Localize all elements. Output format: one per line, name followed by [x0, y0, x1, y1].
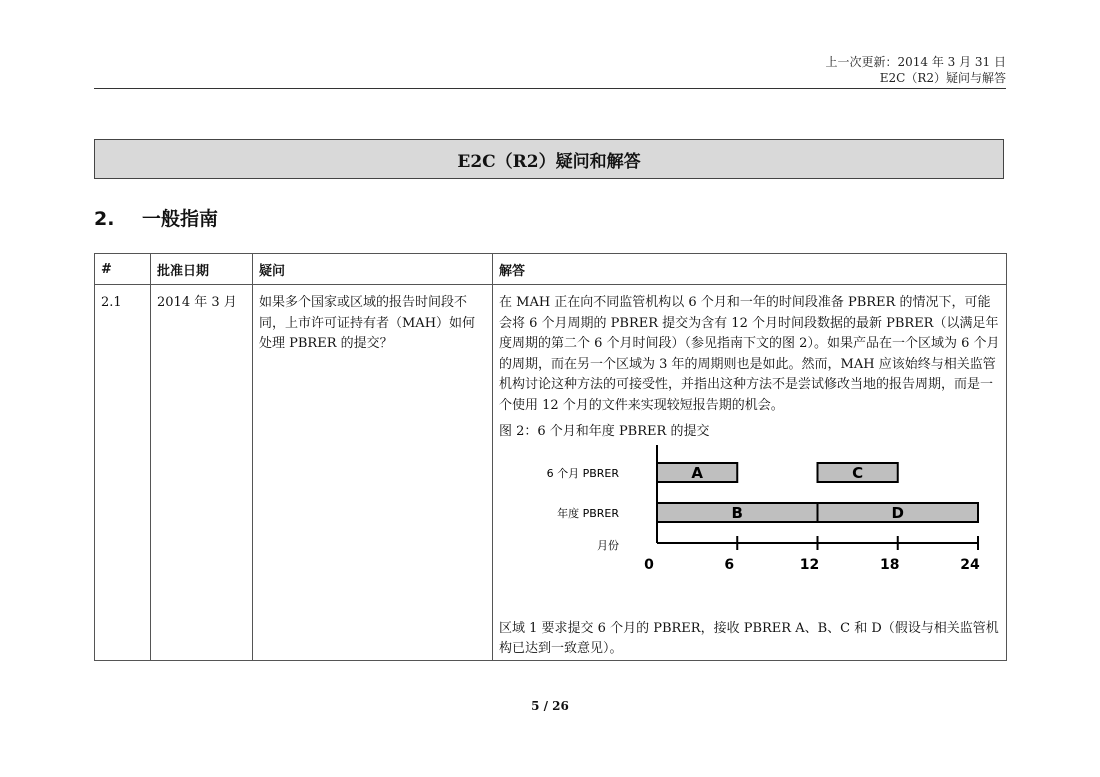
section-title: 一般指南 [142, 208, 219, 230]
document-title: E2C（R2）疑问和解答 [457, 151, 641, 172]
x-tick-label: 12 [799, 556, 820, 573]
bar-label-c: C [852, 463, 864, 482]
qa-table [94, 253, 1007, 661]
table-row [95, 285, 1007, 661]
figure-caption: 图 2：6 个月和年度 PBRER 的提交 [499, 424, 710, 439]
header-doc-title: E2C（R2）疑问与解答 [879, 71, 1006, 85]
row-number: 2.1 [95, 285, 151, 661]
column-header-approval-date: 批准日期 [151, 254, 253, 285]
last-updated-text: 上一次更新：2014 年 3 月 31 日 [825, 55, 1006, 69]
column-header-number: # [95, 254, 151, 285]
column-header-question: 疑问 [253, 254, 493, 285]
column-header-answer: 解答 [493, 254, 1007, 285]
page-number: 5 / 26 [531, 699, 569, 713]
category-label: 6 个月 PBRER [546, 466, 619, 480]
x-axis-label: 月份 [597, 538, 619, 552]
section-heading [94, 204, 218, 231]
answer-text: 在 MAH 正在向不同监管机构以 6 个月和一年的时间段准备 PBRER 的情况下，可能会将 6 个月周期的 PBRER 提交为含有 12 个月时间段数据的最新 PBRER（以满足年度周期的第二个 6 个月时间段）（参见指南下文的图 2）。如果产品在一个区域为 6 个月的周期，而在另一个区域为 3 年的周期则也是如此。然而，MAH 应该始终与相关监管机构讨论这种方法的可接受性，并指出这种方法不是尝试修改当地的报告周期，而是一个使用 12 个月的文件来实现较短报告期的机会。 [499, 295, 1000, 413]
x-tick-label: 24 [960, 556, 980, 573]
category-label: 年度 PBRER [557, 506, 619, 520]
x-tick-label: 6 [724, 556, 735, 573]
table-header-row [95, 254, 1007, 285]
document-title-banner [94, 139, 1004, 179]
row-answer-cell [493, 285, 1007, 661]
bar-label-d: D [891, 503, 904, 522]
section-number: 2. [94, 208, 115, 230]
x-tick-label: 0 [644, 556, 654, 573]
pbrer-timeline-chart [499, 445, 999, 617]
running-header [825, 54, 1006, 86]
figure-note: 区域 1 要求提交 6 个月的 PBRER，接收 PBRER A、B、C 和 D（假设与相关监管机构已达到一致意见）。 [499, 620, 999, 656]
bar-label-b: B [731, 503, 743, 522]
header-divider [94, 88, 1006, 89]
figure-2-chart [499, 445, 999, 617]
row-approval-date: 2014 年 3 月 [151, 285, 253, 661]
bar-label-a: A [691, 463, 703, 482]
row-question: 如果多个国家或区域的报告时间段不同，上市许可证持有者（MAH）如何处理 PBRER 的提交？ [253, 285, 493, 661]
x-tick-label: 18 [880, 556, 900, 573]
